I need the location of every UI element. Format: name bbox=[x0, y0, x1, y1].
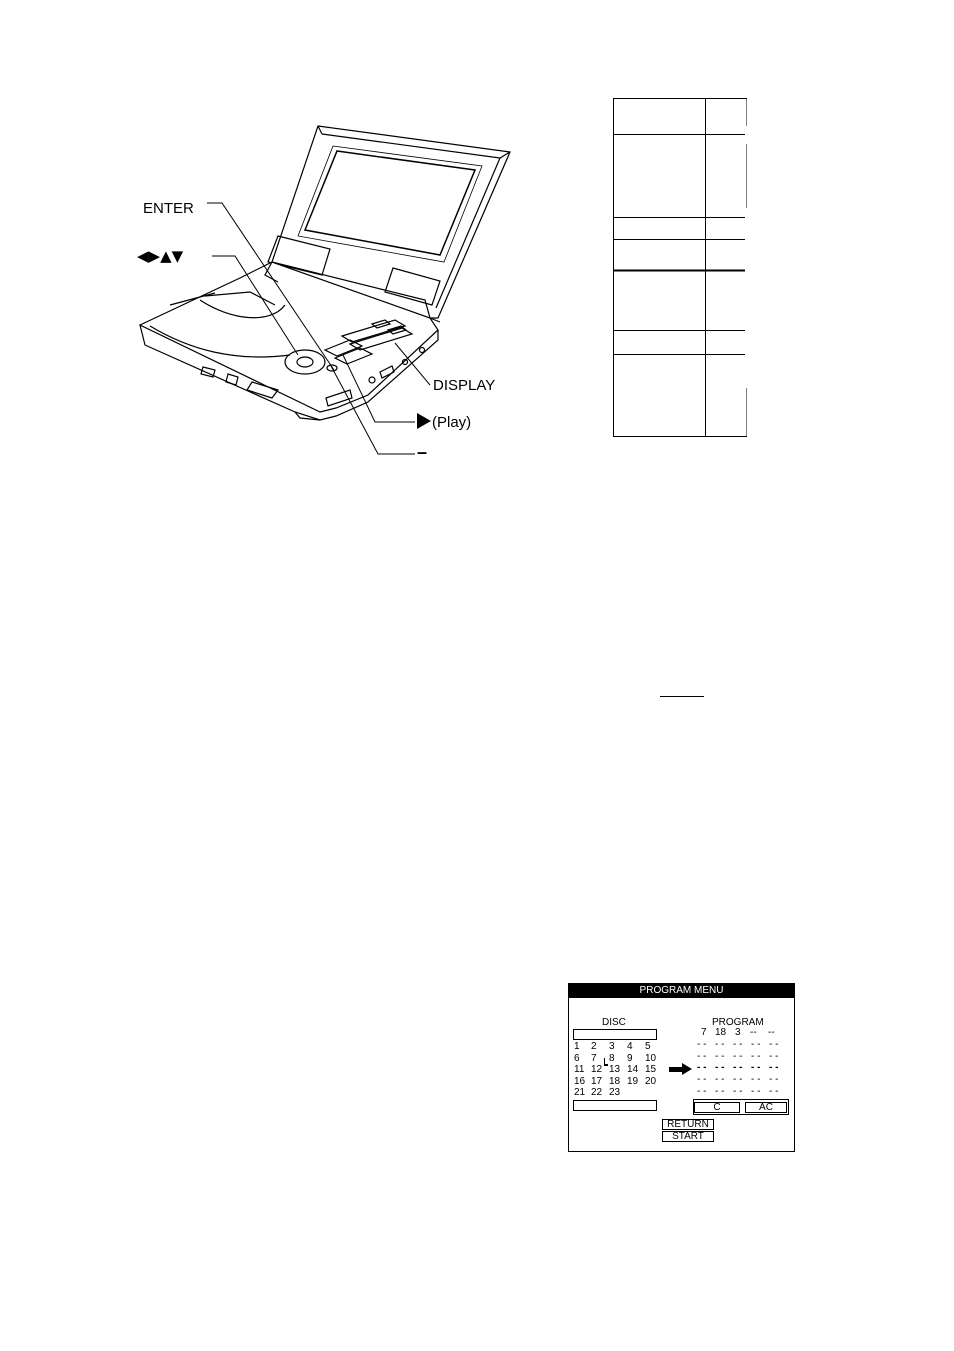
hand-cursor-icon bbox=[604, 1058, 608, 1066]
play-callout: (Play) bbox=[432, 414, 472, 431]
disc-track-number[interactable]: 4 bbox=[627, 1041, 633, 1052]
disc-track-number[interactable]: 11 bbox=[574, 1064, 585, 1075]
program-slot: -- bbox=[750, 1027, 757, 1038]
program-label: PROGRAM bbox=[712, 1017, 764, 1028]
disc-track-number[interactable]: 5 bbox=[645, 1041, 651, 1052]
start-button[interactable]: START bbox=[662, 1131, 714, 1142]
program-slot: - - bbox=[751, 1074, 761, 1086]
disc-track-number[interactable]: 14 bbox=[627, 1064, 639, 1075]
disc-track-number[interactable]: 13 bbox=[609, 1064, 621, 1075]
disc-track-number[interactable]: 7 bbox=[591, 1052, 597, 1064]
program-slot: - - bbox=[769, 1086, 779, 1097]
program-slot: - - bbox=[733, 1062, 743, 1074]
disc-track-number[interactable]: 2 bbox=[591, 1041, 597, 1052]
disc-track-number[interactable]: 10 bbox=[645, 1052, 657, 1064]
program-slot: - - bbox=[697, 1074, 707, 1086]
disc-track-number[interactable]: 1 bbox=[574, 1041, 580, 1052]
disc-track-number[interactable]: 17 bbox=[591, 1075, 603, 1087]
program-menu-title: PROGRAM MENU bbox=[569, 984, 794, 998]
disc-track-number[interactable]: 3 bbox=[609, 1041, 615, 1052]
program-slot: - - bbox=[751, 1038, 761, 1050]
disc-track-number[interactable]: 23 bbox=[609, 1087, 621, 1098]
right-arrow-head bbox=[682, 1063, 692, 1075]
program-slot: - - bbox=[733, 1086, 743, 1097]
disc-track-number[interactable]: 15 bbox=[645, 1064, 657, 1075]
arrow-keys-callout: ◀▶▲▼ bbox=[137, 247, 184, 265]
disc-track-number[interactable]: 16 bbox=[574, 1075, 586, 1087]
program-slot: - - bbox=[697, 1038, 707, 1050]
disc-track-number[interactable]: 21 bbox=[574, 1087, 586, 1098]
program-slot: - - bbox=[715, 1086, 725, 1097]
disc-track-number[interactable]: 18 bbox=[609, 1075, 621, 1087]
program-slot: - - bbox=[715, 1038, 725, 1050]
all-clear-button[interactable]: AC bbox=[745, 1102, 787, 1113]
program-slot: - - bbox=[733, 1050, 743, 1062]
disc-track-number[interactable]: 12 bbox=[591, 1064, 603, 1075]
side-table bbox=[613, 98, 747, 437]
disc-track-number[interactable]: 9 bbox=[627, 1052, 633, 1064]
disc-bottom-box bbox=[573, 1100, 657, 1111]
portable-dvd-player-illustration bbox=[0, 0, 954, 480]
program-slot: - - bbox=[751, 1062, 761, 1074]
program-slot: - - bbox=[715, 1050, 725, 1062]
disc-track-number[interactable]: 6 bbox=[574, 1052, 580, 1064]
program-menu-screen bbox=[568, 983, 795, 1152]
program-slot: - - bbox=[769, 1074, 779, 1086]
program-slot: - - bbox=[769, 1050, 779, 1062]
program-slot: 18 bbox=[715, 1027, 727, 1038]
disc-label: DISC bbox=[602, 1017, 626, 1028]
disc-top-box bbox=[573, 1029, 657, 1040]
program-slot: - - bbox=[715, 1062, 725, 1074]
display-callout: DISPLAY bbox=[433, 377, 496, 394]
disc-track-number[interactable]: 20 bbox=[645, 1075, 657, 1087]
minus-callout: – bbox=[417, 442, 428, 462]
disc-track-number[interactable]: 22 bbox=[591, 1087, 603, 1098]
return-button[interactable]: RETURN bbox=[662, 1119, 714, 1130]
right-arrow-icon bbox=[669, 1067, 683, 1072]
play-triangle-icon bbox=[417, 413, 431, 429]
program-slot: - - bbox=[697, 1050, 707, 1062]
program-slot: 7 bbox=[701, 1027, 707, 1038]
program-slot: - - bbox=[769, 1038, 779, 1050]
program-slot: - - bbox=[769, 1062, 779, 1074]
disc-track-number[interactable]: 8 bbox=[609, 1052, 615, 1064]
disc-track-number[interactable]: 19 bbox=[627, 1075, 639, 1087]
program-slot: 3 bbox=[735, 1027, 741, 1038]
short-rule bbox=[660, 696, 704, 697]
program-slot: - - bbox=[715, 1074, 725, 1086]
enter-callout: ENTER bbox=[143, 200, 194, 217]
clear-button[interactable]: C bbox=[694, 1102, 740, 1113]
program-slot: - - bbox=[697, 1062, 707, 1074]
program-slot: -- bbox=[768, 1027, 775, 1038]
program-slot: - - bbox=[733, 1038, 743, 1050]
program-slot: - - bbox=[751, 1050, 761, 1062]
program-slot: - - bbox=[733, 1074, 743, 1086]
program-button-frame bbox=[693, 1099, 789, 1115]
program-slot: - - bbox=[751, 1086, 761, 1097]
program-slot: - - bbox=[697, 1086, 707, 1097]
